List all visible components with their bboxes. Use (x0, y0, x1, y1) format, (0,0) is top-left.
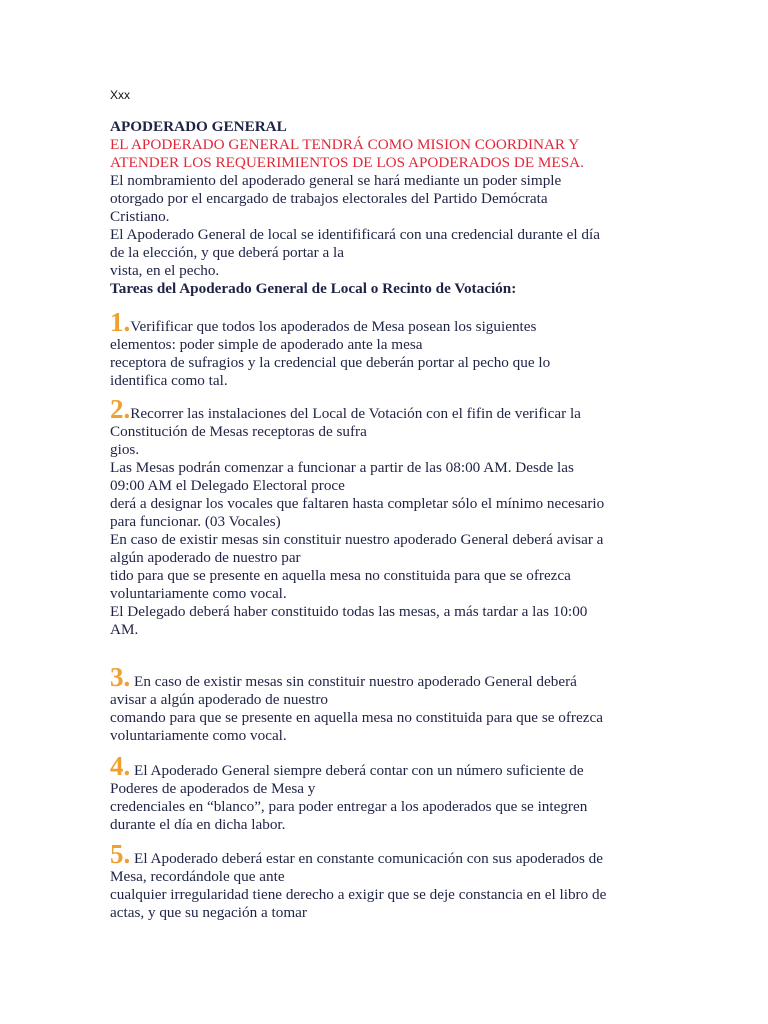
item-text: receptora de sufragios y la credencial que deberán portar al pecho que lo (110, 354, 551, 371)
item-number: 5. (110, 839, 131, 869)
item-text: derá a designar los vocales que faltaren hasta completar sólo el mínimo necesario (110, 495, 605, 512)
item-text: voluntariamente como vocal. (110, 585, 287, 602)
item-text: Mesa, recordándole que ante (110, 868, 285, 885)
item-text: actas, y que su negación a tomar (110, 904, 307, 921)
intro-line: El Apoderado General de local se identifificará con una credencial durante el día (110, 226, 600, 243)
intro-line: de la elección, y que deberá portar a la (110, 244, 345, 261)
task-item-5 (110, 839, 670, 922)
item-text: El Delegado deberá haber constituido todas las mesas, a más tardar a las 10:00 (110, 603, 588, 620)
item-text: voluntariamente como vocal. (110, 727, 287, 744)
item-number: 2. (110, 394, 131, 424)
item-text: En caso de existir mesas sin constituir nuestro apoderado General deberá (130, 673, 577, 690)
item-number: 4. (110, 751, 131, 781)
item-number: 1. (110, 307, 131, 337)
intro-block (110, 118, 670, 298)
item-text: algún apoderado de nuestro par (110, 549, 301, 566)
mission-line: ATENDER LOS REQUERIMIENTOS DE LOS APODERADOS DE MESA. (110, 154, 584, 171)
mission-line: EL APODERADO GENERAL TENDRÁ COMO MISION COORDINAR Y (110, 136, 580, 153)
item-text: tido para que se presente en aquella mesa no constituida para que se ofrezca (110, 567, 571, 584)
item-text: comando para que se presente en aquella mesa no constituida para que se ofrezca (110, 709, 603, 726)
intro-line: El nombramiento del apoderado general se hará mediante un poder simple (110, 172, 562, 189)
item-text: credenciales en “blanco”, para poder entregar a los apoderados que se integren (110, 798, 588, 815)
item-text: identifica como tal. (110, 372, 228, 389)
task-item-3 (110, 662, 670, 745)
item-text: gios. (110, 441, 140, 458)
intro-line: vista, en el pecho. (110, 262, 220, 279)
item-text: Las Mesas podrán comenzar a funcionar a partir de las 08:00 AM. Desde las (110, 459, 574, 476)
item-text: AM. (110, 621, 139, 638)
item-text: Poderes de apoderados de Mesa y (110, 780, 316, 797)
item-text: Recorrer las instalaciones del Local de Votación con el fifin de verificar la (130, 405, 581, 422)
item-text: En caso de existir mesas sin constituir nuestro apoderado General deberá avisar a (110, 531, 604, 548)
task-item-1 (110, 307, 670, 390)
intro-line: otorgado por el encargado de trabajos electorales del Partido Demócrata (110, 190, 548, 207)
header-mark: Xxx (110, 88, 131, 102)
item-text: El Apoderado General siempre deberá contar con un número suficiente de (130, 762, 584, 779)
item-text: durante el día en dicha labor. (110, 816, 286, 833)
item-text: cualquier irregularidad tiene derecho a exigir que se deje constancia en el libro de (110, 886, 607, 903)
item-text: para funcionar. (03 Vocales) (110, 513, 281, 530)
task-item-2 (110, 394, 670, 639)
item-text: elementos: poder simple de apoderado ante la mesa (110, 336, 423, 353)
task-item-4 (110, 751, 670, 834)
item-text: Verifificar que todos los apoderados de Mesa posean los siguientes (130, 318, 537, 335)
item-number: 3. (110, 662, 131, 692)
item-text: avisar a algún apoderado de nuestro (110, 691, 329, 708)
tasks-heading: Tareas del Apoderado General de Local o Recinto de Votación: (110, 280, 517, 297)
item-text: El Apoderado deberá estar en constante comunicación con sus apoderados de (130, 850, 603, 867)
document-title: APODERADO GENERAL (110, 118, 287, 135)
item-text: 09:00 AM el Delegado Electoral proce (110, 477, 345, 494)
item-text: Constitución de Mesas receptoras de sufra (110, 423, 367, 440)
intro-line: Cristiano. (110, 208, 170, 225)
